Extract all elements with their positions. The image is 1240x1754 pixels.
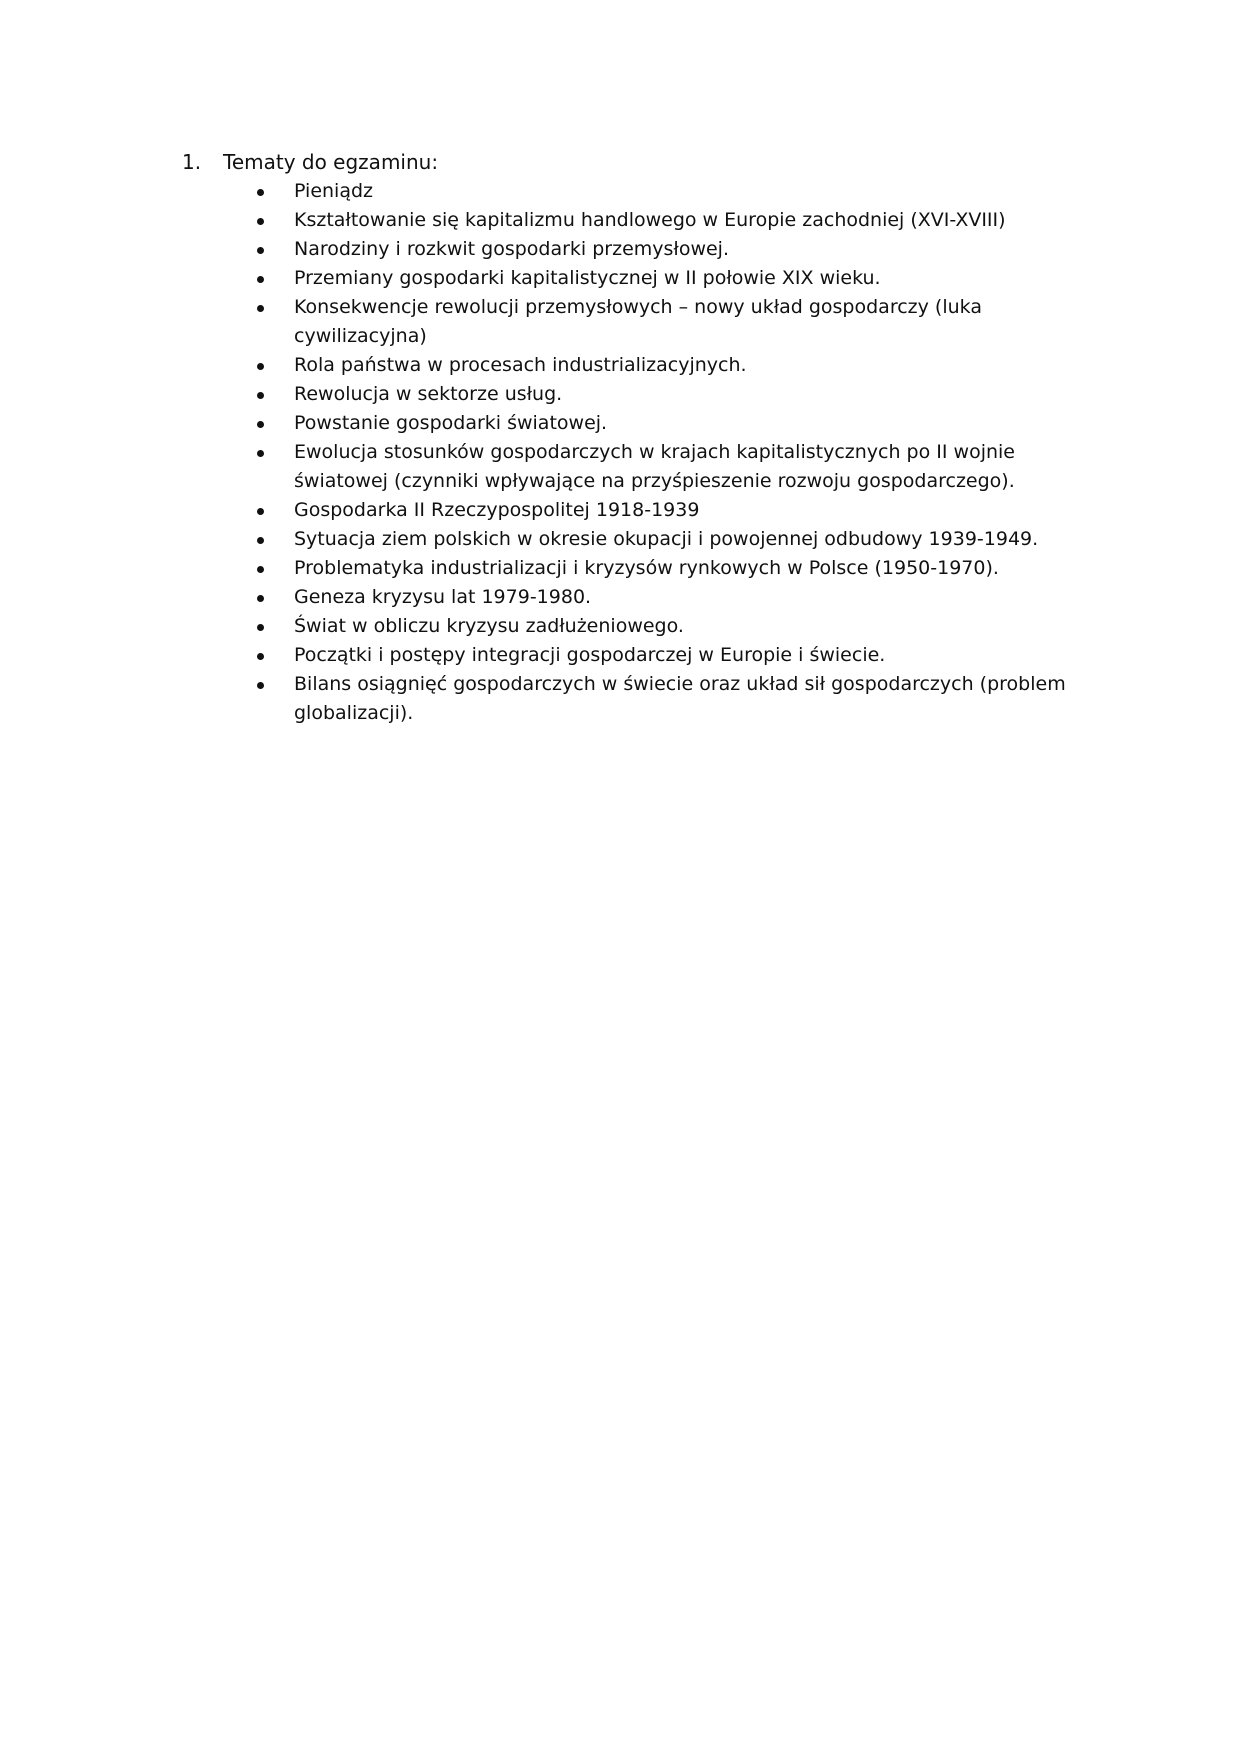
topic-text: Gospodarka II Rzeczypospolitej 1918-1939 [294,499,700,521]
bullet-icon [257,537,264,544]
topic-text: Narodziny i rozkwit gospodarki przemysłowej. [294,238,729,260]
bullet-icon [257,247,264,254]
list-item [257,670,1084,728]
list-item [257,525,1084,554]
topic-text: Początki i postępy integracji gospodarczej w Europie i świecie. [294,644,886,666]
topic-text: Sytuacja ziem polskich w okresie okupacji i powojennej odbudowy 1939-1949. [294,528,1039,550]
bullet-icon [257,450,264,457]
topic-list [257,177,1082,728]
topic-text: Świat w obliczu kryzysu zadłużeniowego. [294,615,684,637]
bullet-icon [257,392,264,399]
heading-number: 1. [182,150,202,174]
exam-topics-section [182,148,1082,728]
topic-text: Geneza kryzysu lat 1979-1980. [294,586,592,608]
list-item [257,380,1084,409]
list-item [257,438,1084,496]
bullet-icon [257,276,264,283]
bullet-icon [257,363,264,370]
bullet-icon [257,421,264,428]
list-item [257,177,1084,206]
bullet-icon [257,653,264,660]
list-item [257,612,1084,641]
section-heading [182,148,1082,177]
list-item [257,264,1084,293]
bullet-icon [257,508,264,515]
list-item [257,351,1084,380]
list-item [257,293,1084,351]
bullet-icon [257,682,264,689]
list-item [257,554,1084,583]
topic-text: Powstanie gospodarki światowej. [294,412,608,434]
bullet-icon [257,305,264,312]
bullet-icon [257,624,264,631]
topic-text: Rewolucja w sektorze usług. [294,383,563,405]
heading-text: Tematy do egzaminu: [223,150,439,174]
bullet-icon [257,189,264,196]
topic-text: Bilans osiągnięć gospodarczych w świecie oraz układ sił gospodarczych (problem globalizacji). [294,673,1066,724]
topic-text: Pieniądz [294,180,374,202]
list-item [257,235,1084,264]
bullet-icon [257,566,264,573]
topic-text: Ewolucja stosunków gospodarczych w krajach kapitalistycznych po II wojnie światowej (czynniki wpływające na przyśpieszenie rozwoju gospodarczego). [294,441,1015,492]
list-item [257,409,1084,438]
list-item [257,496,1084,525]
topic-text: Kształtowanie się kapitalizmu handlowego w Europie zachodniej (XVI-XVIII) [294,209,1006,231]
list-item [257,206,1084,235]
list-item [257,583,1084,612]
topic-text: Konsekwencje rewolucji przemysłowych – nowy układ gospodarczy (luka cywilizacyjna) [294,296,982,347]
bullet-icon [257,218,264,225]
list-item [257,641,1084,670]
topic-text: Problematyka industrializacji i kryzysów rynkowych w Polsce (1950-1970). [294,557,999,579]
topic-text: Rola państwa w procesach industrializacyjnych. [294,354,747,376]
bullet-icon [257,595,264,602]
topic-text: Przemiany gospodarki kapitalistycznej w II połowie XIX wieku. [294,267,881,289]
